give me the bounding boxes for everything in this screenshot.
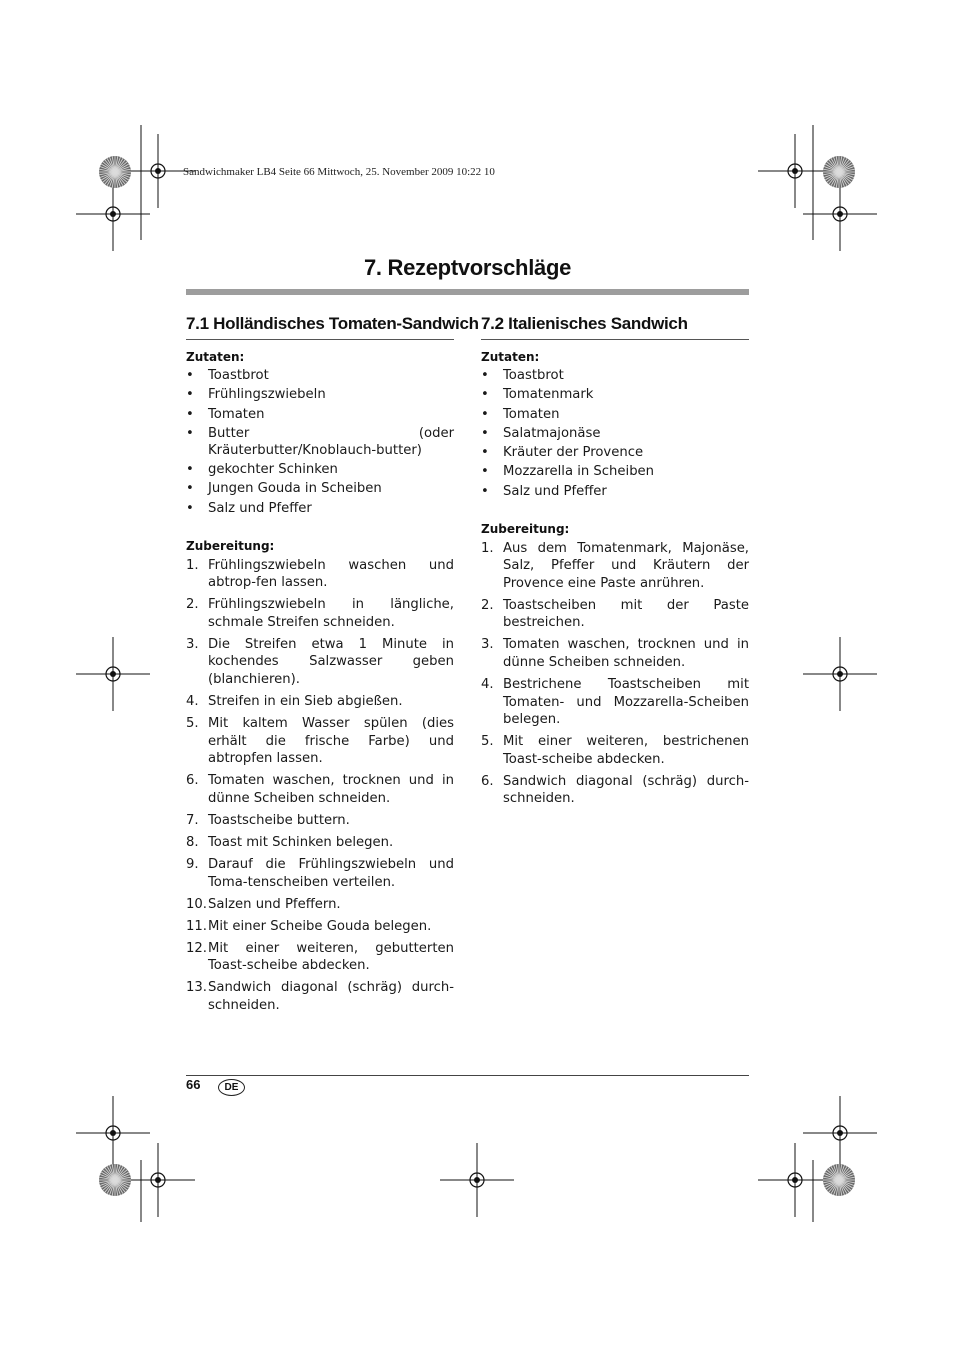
step-number: 6. [186, 773, 199, 789]
step-number: 2. [481, 597, 494, 613]
ingredient-item [481, 483, 749, 500]
ingredient-text: Butter (oder Kräuterbutter/Knoblauch-butter) [208, 425, 454, 458]
ingredient-text: Salz und Pfeffer [503, 483, 607, 499]
step-text: Toast mit Schinken belegen. [208, 834, 394, 850]
ingredient-item [481, 367, 749, 384]
step-text: Tomaten waschen, trocknen und in dünne Scheiben schneiden. [503, 637, 749, 670]
step-number: 2. [186, 597, 199, 613]
ingredient-item [186, 406, 454, 423]
section-heading: 7.2 Italienisches Sandwich [481, 312, 749, 340]
ingredient-item [186, 461, 454, 478]
ingredient-text: Tomaten [208, 406, 265, 422]
ingredient-text: Frühlingszwiebeln [208, 387, 326, 403]
crosshair-icon [76, 637, 150, 711]
step-item [186, 557, 454, 592]
step-number: 10. [186, 896, 207, 912]
ingredients-list [481, 367, 749, 500]
step-item [481, 540, 749, 593]
bullet-icon: • [481, 368, 489, 383]
step-item [186, 896, 454, 914]
bullet-icon: • [481, 387, 489, 403]
step-text: Darauf die Frühlingszwiebeln und Toma-tenscheiben verteilen. [208, 857, 454, 890]
step-item [186, 715, 454, 768]
step-text: Toastscheibe buttern. [208, 812, 350, 828]
step-number: 9. [186, 857, 199, 873]
ingredient-item [186, 500, 454, 517]
starburst-icon [823, 1164, 855, 1196]
ingredients-label: Zutaten: [481, 350, 540, 364]
step-number: 6. [481, 773, 494, 789]
bullet-icon: • [481, 406, 489, 422]
step-number: 7. [186, 812, 199, 828]
steps-list [481, 540, 749, 808]
step-number: 3. [481, 637, 494, 653]
ingredient-text: Tomatenmark [503, 387, 594, 403]
ingredients-list [186, 367, 454, 517]
ingredient-text: Tomaten [503, 406, 560, 422]
title-bar [186, 289, 749, 295]
ingredient-text: Toastbrot [208, 368, 269, 383]
step-text: Frühlingszwiebeln in längliche, schmale Streifen schneiden. [208, 597, 454, 630]
steps-list [186, 557, 454, 1015]
page-title: 7. Rezeptvorschläge [363, 255, 572, 280]
ingredient-item [481, 406, 749, 423]
step-text: Tomaten waschen, trocknen und in dünne Scheiben schneiden. [208, 773, 454, 806]
ingredient-item [186, 367, 454, 384]
bullet-icon: • [481, 445, 489, 461]
crosshair-icon [803, 1096, 877, 1170]
ingredient-text: Toastbrot [503, 368, 564, 383]
ingredient-item [186, 480, 454, 497]
step-text: Salzen und Pfeffern. [208, 896, 341, 912]
step-item [481, 597, 749, 632]
step-text: Mit einer Scheibe Gouda belegen. [208, 918, 432, 934]
ingredient-item [186, 386, 454, 403]
steps-label: Zubereitung: [186, 538, 275, 553]
ingredient-item [481, 463, 749, 480]
section-heading: 7.1 Holländisches Tomaten-Sandwich [186, 312, 454, 340]
bullet-icon: • [186, 406, 194, 422]
crosshair-icon [76, 1096, 150, 1170]
crosshair-icon [440, 1143, 514, 1217]
bullet-icon: • [186, 481, 194, 497]
step-number: 13. [186, 980, 207, 996]
crosshair-icon [121, 1143, 195, 1217]
step-text: Bestrichene Toastscheiben mit Tomaten- und Mozzarella-Scheiben belegen. [503, 677, 749, 728]
starburst-icon [823, 156, 855, 188]
ingredients-label: Zutaten: [186, 350, 245, 364]
step-number: 4. [481, 677, 494, 693]
step-item [186, 596, 454, 631]
bullet-icon: • [186, 387, 194, 403]
step-number: 5. [481, 734, 494, 750]
crosshair-icon [758, 134, 832, 208]
step-item [186, 918, 454, 936]
bullet-icon: • [186, 500, 194, 516]
crosshair-icon [76, 177, 150, 251]
step-text: Sandwich diagonal (schräg) durch-schneiden. [208, 980, 454, 1013]
ingredient-item [481, 444, 749, 461]
step-text: Mit kaltem Wasser spülen (dies erhält die frische Farbe) und abtropfen lassen. [208, 716, 454, 767]
ingredient-item [481, 425, 749, 442]
step-number: 5. [186, 716, 199, 732]
step-item [186, 693, 454, 711]
step-item [186, 940, 454, 975]
step-text: Mit einer weiteren, gebutterten Toast-scheibe abdecken. [208, 940, 454, 974]
step-item [481, 773, 749, 808]
step-number: 1. [186, 557, 199, 573]
bullet-icon: • [186, 368, 194, 383]
step-number: 3. [186, 636, 199, 652]
step-item [186, 834, 454, 852]
step-text: Aus dem Tomatenmark, Majonäse, Salz, Pfeffer und Kräutern der Provence eine Paste anrühren. [503, 540, 749, 591]
step-number: 4. [186, 694, 199, 710]
ingredient-text: Salz und Pfeffer [208, 500, 312, 516]
ingredient-text: gekochter Schinken [208, 462, 338, 478]
print-info-line: Sandwichmaker LB4 Seite 66 Mittwoch, 25. November 2009 10:22 10 [183, 166, 495, 178]
ingredient-text: Mozzarella in Scheiben [503, 464, 655, 480]
step-item [186, 979, 454, 1014]
step-text: Frühlingszwiebeln waschen und abtrop-fen lassen. [208, 557, 454, 591]
bullet-icon: • [481, 464, 489, 480]
step-item [481, 676, 749, 729]
step-text: Sandwich diagonal (schräg) durch-schneiden. [503, 773, 749, 807]
step-item [186, 812, 454, 830]
starburst-icon [99, 156, 131, 188]
step-item [186, 856, 454, 891]
starburst-icon [99, 1164, 131, 1196]
step-text: Toastscheiben mit der Paste bestreichen. [503, 597, 749, 631]
page-number: 66 [186, 1077, 201, 1092]
step-text: Streifen in ein Sieb abgießen. [208, 694, 403, 710]
bullet-icon: • [481, 425, 489, 441]
crosshair-icon [803, 637, 877, 711]
step-item [186, 636, 454, 689]
ingredient-text: Jungen Gouda in Scheiben [208, 481, 382, 497]
step-item [481, 636, 749, 671]
bullet-icon: • [186, 425, 194, 441]
step-text: Mit einer weiteren, bestrichenen Toast-scheibe abdecken. [503, 734, 749, 767]
step-number: 8. [186, 834, 199, 850]
crosshair-icon [758, 1143, 832, 1217]
step-number: 1. [481, 540, 494, 556]
step-item [481, 733, 749, 768]
bullet-icon: • [481, 483, 489, 499]
step-item [186, 772, 454, 807]
crosshair-icon [803, 177, 877, 251]
step-number: 12. [186, 940, 207, 956]
footer-rule [186, 1075, 749, 1076]
section-dutch-sandwich [186, 312, 479, 1019]
step-text: Die Streifen etwa 1 Minute in kochendes Salzwasser geben (blanchieren). [208, 636, 454, 687]
ingredient-item [481, 386, 749, 403]
section-italian-sandwich [481, 312, 749, 812]
bullet-icon: • [186, 462, 194, 478]
language-badge: DE [218, 1079, 245, 1096]
ingredient-item [186, 425, 454, 459]
ingredient-text: Salatmajonäse [503, 425, 601, 441]
ingredient-text: Kräuter der Provence [503, 445, 644, 461]
steps-label: Zubereitung: [481, 521, 570, 536]
step-number: 11. [186, 918, 207, 934]
